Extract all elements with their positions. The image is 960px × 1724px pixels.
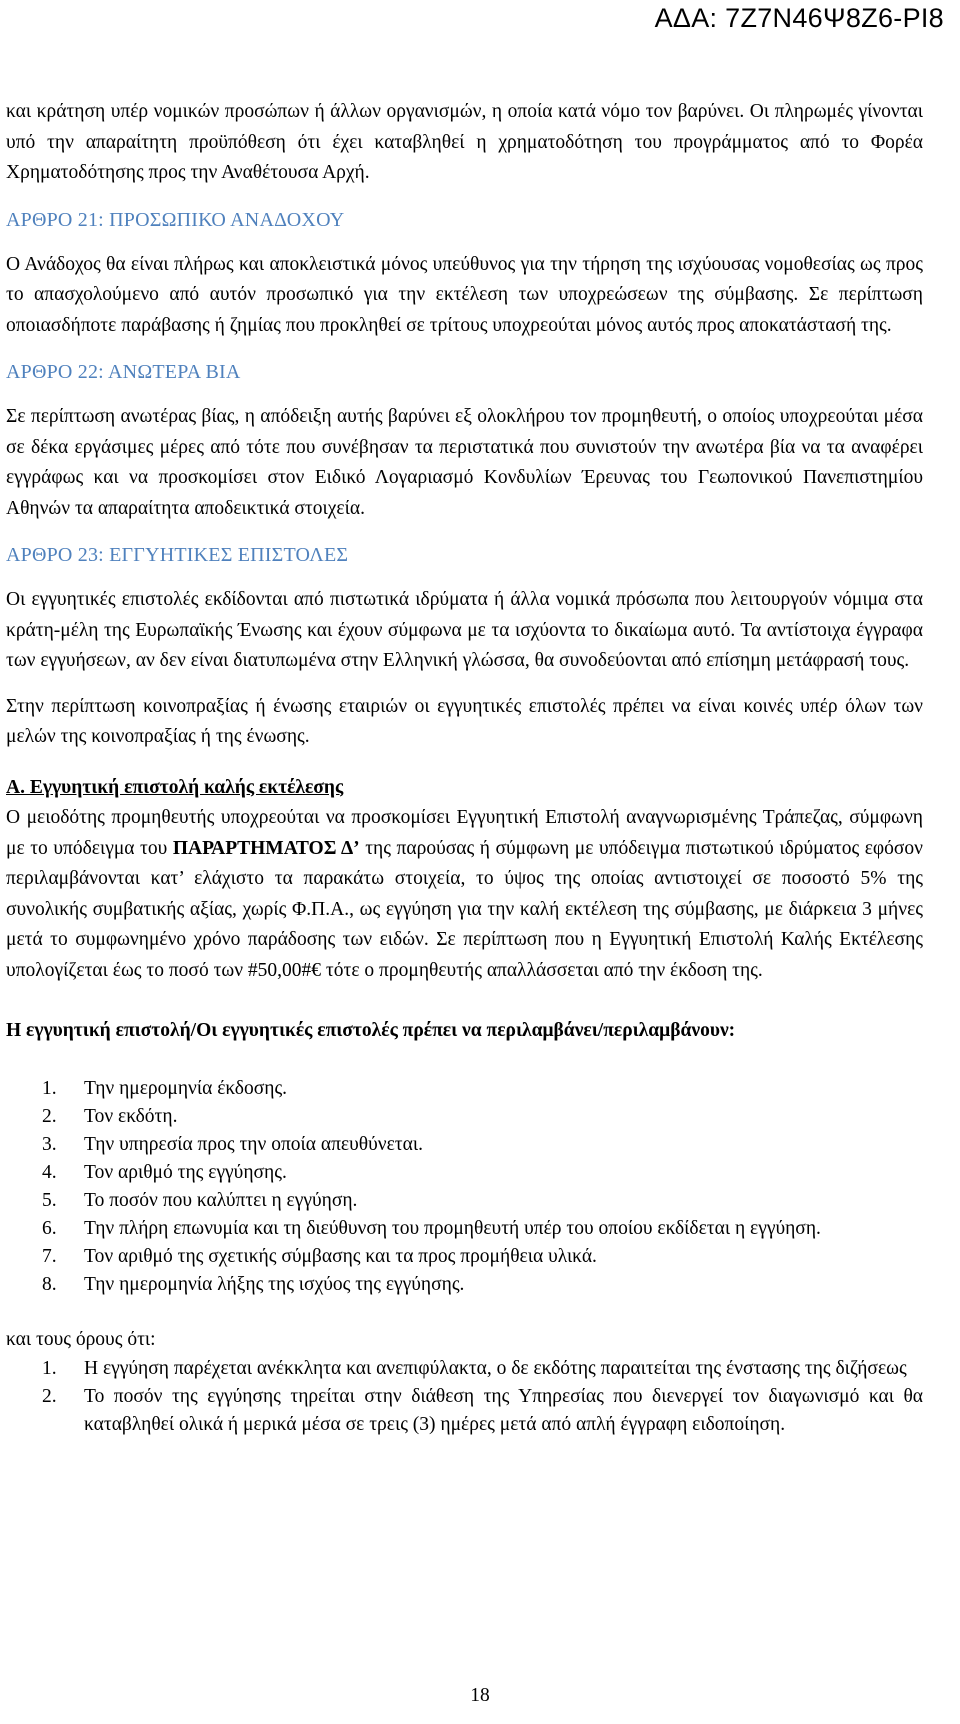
list-item-text: Την ημερομηνία λήξης της ισχύος της εγγύησης. xyxy=(84,1273,465,1295)
list-item-number: 3. xyxy=(42,1133,57,1155)
article-23-paragraph-2: Στην περίπτωση κοινοπραξίας ή ένωσης εταιριών οι εγγυητικές επιστολές πρέπει να είναι κοινές υπέρ όλων των μελών της κοινοπραξίας ή της ένωσης. xyxy=(6,695,923,747)
list-item-text: Τον εκδότη. xyxy=(84,1105,178,1127)
article-23-heading: ΑΡΘΡΟ 23: ΕΓΓΥΗΤΙΚΕΣ ΕΠΙΣΤΟΛΕΣ xyxy=(6,544,349,566)
page-number: 18 xyxy=(470,1685,490,1706)
document-body xyxy=(6,97,923,1439)
list-item xyxy=(6,1215,923,1243)
list-item xyxy=(6,1243,923,1271)
article-22-body: Σε περίπτωση ανωτέρας βίας, η απόδειξη αυτής βαρύνει εξ ολοκλήρου τον προμηθευτή, ο οποίος υποχρεούται μέσα σε δέκα εργάσιμες μέρες από τότε που συνέβησαν τα περιστατικά που συνιστούν την ανωτέρα βία να τα αναφέρει εγγράφως και να προσκομίσει στον Ειδικό Λογαριασμό Κονδυλίων Έρευνας του Γεωπονικού Πανεπιστημίου Αθηνών τα απαραίτητα αποδεικτικά στοιχεία. xyxy=(6,406,923,519)
list-item-number: 6. xyxy=(42,1217,57,1239)
list-item xyxy=(6,1075,923,1103)
subsection-a-text-start: Ο μειοδότης προμηθευτής υποχρεούται να προσκομίσει Εγγυητική Επιστολή αναγνωρισμένης Τράπεζας, σύμφωνη με το υπόδειγμα του xyxy=(6,807,923,859)
list-item-text: Το ποσόν που καλύπτει η εγγύηση. xyxy=(84,1189,358,1211)
list-item xyxy=(6,1131,923,1159)
article-22-heading: ΑΡΘΡΟ 22: ΑΝΩΤΕΡΑ ΒΙΑ xyxy=(6,361,241,383)
list-item-number: 2. xyxy=(42,1105,57,1127)
list-item xyxy=(6,1271,923,1299)
list-item-text: Η εγγύηση παρέχεται ανέκκλητα και ανεπιφύλακτα, ο δε εκδότης παραιτείται της ένστασης της διζήσεως xyxy=(84,1358,907,1379)
list-item-number: 4. xyxy=(42,1161,57,1183)
subsection-a-body xyxy=(6,803,923,986)
ada-code: ΑΔΑ: 7Ζ7Ν46Ψ8Ζ6-ΡΙ8 xyxy=(654,3,944,33)
article-23-paragraph-1: Οι εγγυητικές επιστολές εκδίδονται από πιστωτικά ιδρύματα ή άλλα νομικά πρόσωπα που λειτουργούν νόμιμα στα κράτη-μέλη της Ευρωπαϊκής Ένωσης και έχουν σύμφωνα με τα ισχύοντα το δικαίωμα αυτό. Τα αντίστοιχα έγγραφα των εγγυήσεων, αν δεν είναι διατυπωμένα στην Ελληνική γλώσσα, θα συνοδεύονται από επίσημη μετάφρασή τους. xyxy=(6,589,923,671)
list-item-text: Την ημερομηνία έκδοσης. xyxy=(84,1077,288,1099)
list-item xyxy=(6,1355,923,1383)
list-item xyxy=(6,1159,923,1187)
list-item-number: 2. xyxy=(42,1386,57,1407)
terms-list xyxy=(6,1355,923,1439)
article-21-heading: ΑΡΘΡΟ 21: ΠΡΟΣΩΠΙΚΟ ΑΝΑΔΟΧΟΥ xyxy=(6,208,345,231)
intro-paragraph: και κράτηση υπέρ νομικών προσώπων ή άλλων οργανισμών, η οποία κατά νόμο τον βαρύνει. Οι πληρωμές γίνονται υπό την απαραίτητη προϋπόθεση ότι έχει καταβληθεί η χρηματοδότηση του προγράμματος από το Φορέα Χρηματοδότησης προς την Αναθέτουσα Αρχή. xyxy=(6,101,923,183)
subsection-a-text-end: της παρούσας ή σύμφωνη με υπόδειγμα πιστωτικού ιδρύματος εφόσον περιλαμβάνονται κατ’ ελάχιστο τα παρακάτω στοιχεία, το ύψος της οποίας αντιστοιχεί σε ποσοστό 5% της συνολικής συμβατικής αξίας, χωρίς Φ.Π.Α., ως εγγύηση για την καλή εκτέλεση της σύμβασης, με διάρκεια 3 μήνες μετά το συμφωνημένο χρόνο παράδοσης των ειδών. Σε περίπτωση που η Εγγυητική Επιστολή Καλής Εκτέλεσης υπολογίζεται έως το ποσό των #50,00#€ τότε ο προμηθευτής απαλλάσσεται από την έκδοση της. xyxy=(6,837,923,981)
contents-list xyxy=(6,1075,923,1299)
article-21-body: Ο Ανάδοχος θα είναι πλήρως και αποκλειστικά μόνος υπεύθυνος για την τήρηση της ισχύουσας νομοθεσίας ως προς το απασχολούμενο από αυτόν προσωπικό για την εκτέλεση των υποχρεώσεων της σύμβασης. Σε περίπτωση οποιασδήποτε παράβασης ή ζημίας που προκληθεί σε τρίτους υποχρεούται μόνος αυτός προς αποκατάστασή της. xyxy=(6,253,923,336)
contents-heading: Η εγγυητική επιστολή/Οι εγγυητικές επιστολές πρέπει να περιλαμβάνει/περιλαμβάνουν: xyxy=(6,1020,736,1041)
list-item-text: Την πλήρη επωνυμία και τη διεύθυνση του προμηθευτή υπέρ του οποίου εκδίδεται η εγγύηση. xyxy=(84,1217,821,1239)
terms-intro: και τους όρους ότι: xyxy=(6,1328,156,1350)
list-item-text: Τον αριθμό της εγγύησης. xyxy=(84,1161,287,1183)
list-item-number: 5. xyxy=(42,1189,57,1211)
annex-d-reference: ΠΑΡΑΡΤΗΜΑΤΟΣ Δ’ xyxy=(172,837,360,859)
subsection-a-heading: Α. Εγγυητική επιστολή καλής εκτέλεσης xyxy=(6,776,344,798)
list-item-number: 1. xyxy=(42,1077,57,1099)
list-item-number: 7. xyxy=(42,1245,57,1267)
list-item xyxy=(6,1103,923,1131)
list-item-number: 1. xyxy=(42,1358,57,1379)
list-item-text: Τον αριθμό της σχετικής σύμβασης και τα προς προμήθεια υλικά. xyxy=(84,1245,597,1267)
list-item-text: Το ποσόν της εγγύησης τηρείται στην διάθεση της Υπηρεσίας που διενεργεί τον διαγωνισμό και θα καταβληθεί ολικά ή μερικά μέσα σε τρεις (3) ημέρες μετά από απλή έγγραφη ειδοποίηση. xyxy=(84,1386,923,1435)
list-item-text: Την υπηρεσία προς την οποία απευθύνεται. xyxy=(84,1133,423,1155)
list-item-number: 8. xyxy=(42,1273,57,1295)
list-item xyxy=(6,1187,923,1215)
list-item xyxy=(6,1383,923,1439)
